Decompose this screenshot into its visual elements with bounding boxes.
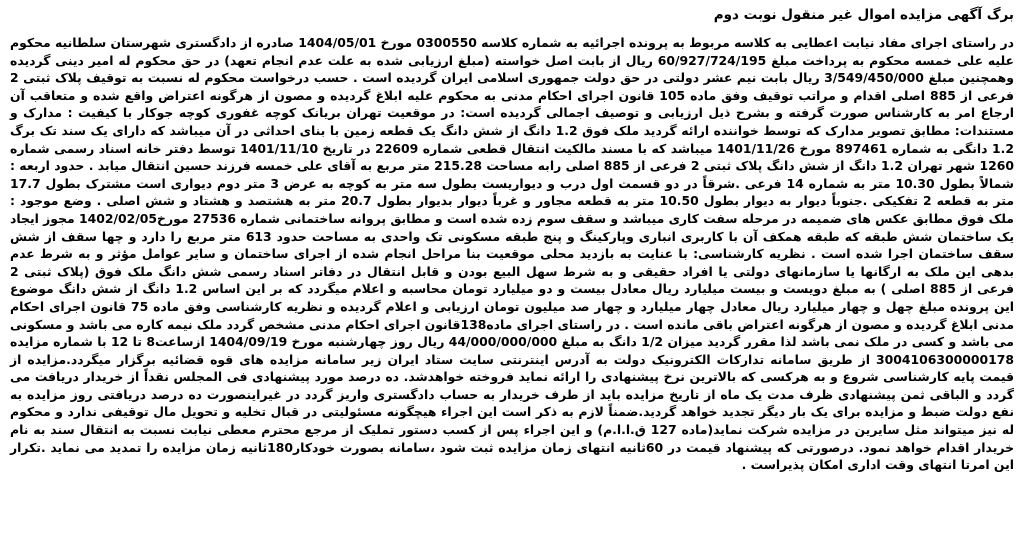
notice-body: در راستای اجرای مفاد نیابت اعطایی به کلاسه مربوط به پرونده اجرائیه به شماره کلاسه 0300550 مورخ 1404/05/01 صادره از دادگستری شهرستان سلطانیه محکوم علیه علی خمسه محکوم به پرداخت مبلغ 60/927/724/195 ریال از بابت اصل خواسته (مبلغ ارزیابی شده به علت عدم انجام تعهد) در حق محکوم له امیر دینی گردیده وهمچنین مبلغ 3/549/450/000 ریال بابت نیم عشر دولتی در حق دولت جمهوری اسلامی ایران گردیده است . حسب درخواست محکوم له نسبت به توقیف پلاک ثبتی 2 فرعی از 885 اصلی اقدام و مراتب توقیف وفق ماده 105 قانون اجرای احکام مدنی به محکوم علیه ابلاغ گردیده و مصون از هرگونه اعتراض واقع شده و متعاقب آن ارجاع امر به کارشناس صورت گرفته و بشرح ذیل ارزیابی و توصیف اجمالی گردیده است: در موقعیت تهران بریانک کوچه غفوری کوچه جوکار با کیفیت : مدارک و مستندات: مطابق تصویر مدارک که توسط خواننده ارائه گردید ملک فوق 1.2 دانگ از شش دانگ یک قطعه زمین با بنای احداثی در آن میباشد که دارای یک سند تک برگ 1.2 دانگی به شماره 897461 مورخ 1401/11/26 میباشد که با مسند مالکیت انتقال قطعی شماره 22609 در تاریخ 1401/11/10 توسط دفتر خانه اسناد رسمی شماره 1260 شهر تهران 1.2 دانگ از شش دانگ پلاک ثبتی 2 فرعی از 885 اصلی رابه مساحت 215.28 متر مربع به آقای علی خمسه فرزند حسین انتقال میابد . حدود اربعه : شمالاً بطول 10.30 متر به شماره 14 فرعی .شرقاً در دو قسمت اول درب و دیواریست بطول سه متر به کوچه به عرض 3 متر دوم دیواری است مشترک بطول 17.7 متر به قطعه 2 تفکیکی .جنوباً دیوار به دیوار بطول 10.50 متر به قطعه مجاور و غرباً دیوار بدیوار بطول 20.7 متر به هشتصد و هشتاد و شش اصلی . وضع موجود : ملک فوق مطابق عکس های ضمیمه در مرحله سفت کاری میباشد و سقف سوم زده شده است و مطابق پروانه ساختمانی شماره 27536 مورخ1402/02/05 مجوز ایجاد یک ساختمان شش طبقه که طبقه همکف آن با کاربری انباری وپارکینگ و پنج طبقه مسکونی تک واحدی به مساحت حدود 613 متر مربع را دارد و چها سقف از شش سقف ساختمان اجرا شده است . نظریه کارشناسی: با عنایت به بازدید محلی موقعیت بنا مراحل انجام شده از اجرای ساختمان و سایر عوامل مؤثر و به شرط عدم بدهی این ملک به ارگانها یا سازمانهای دولتی یا افراد حقیقی و به شرط سهل البیع بودن و قابل انتقال در دفاتر اسناد رسمی شش دانگ ملک فوق (پلاک ثبتی 2 فرعی از 885 اصلی ) به مبلغ دویست و بیست میلیارد ریال معادل بیست و دو میلیارد تومان محاسبه و اعلام میگردد که بر این اساس 1.2 دانگ از شش دانگ موضوع این پرونده مبلغ چهل و چهار میلیارد ریال معادل چهار میلیارد و چهار صد میلیون تومان ارزیابی و اعلام گردیده و نظریه کارشناسی وفق ماده 75 قانون اجرای احکام مدنی ابلاغ گردیده و مصون از هرگونه اعتراض باقی مانده است . در راستای اجرای ماده138قانون اجرای احکام مدنی مشخص گردد ملک نیمه کاره می باشد و مسکونی می باشد و کسی در ملک نمی باشد لذا مقرر گردید میزان 1/2 دانگ به مبلغ 44/000/000/000 ریال روز چهارشنبه مورخ 1404/09/19 ازساعت8 تا 12 با شماره مزایده 3004106300000178 از طریق سامانه تدارکات الکترونیک دولت به آدرس اینترنتی سایت ستاد ایران زیر سامانه مزایده های قوه قضائیه برگزار میگردد.مزایده از قیمت پایه کارشناسی شروع و به هرکسی که بالاترین نرخ پیشنهادی را ارائه نماید فروخته خواهدشد. ده درصد مورد پیشنهادی فی المجلس نقداً از خریدار دریافت می گردد و الباقی ثمن پیشنهادی ظرف مدت یک ماه از تاریخ مزایده باید از طرف خریدار به حساب دادگستری واریز گردد در غیراینصورت ده درصد دریافتی روز مزایده به نفع دولت ضبط و مزایده برای یک بار دیگر تجدید خواهد گردید.ضمناً لازم به ذکر است این اجراء هیچگونه مسئولیتی در قبال تخلیه و تحویل مال توقیفی ندارد و محکوم له نیز میتواند مثل سایرین در مزایده شرکت نماید(ماده 127 ق.ا.ا.م) و این اجراء پس از کسب دستور تملیک از مرجع محترم معطی نیابت نسبت به انتقال سند به نام خریدار اقدام خواهد نمود. درصورتی که پیشنهاد قیمت در 60ثانیه انتهای زمان مزایده ثبت شود ،سامانه بصورت خودکار180ثانیه زمان مزایده را تمدید می نماید .تکرار این امرتا انتهای وقت اداری امکان پذیراست . [10,35,1015,473]
notice-title: برگ آگهی مزایده اموال غیر منقول نوبت دوم [713,7,1014,23]
